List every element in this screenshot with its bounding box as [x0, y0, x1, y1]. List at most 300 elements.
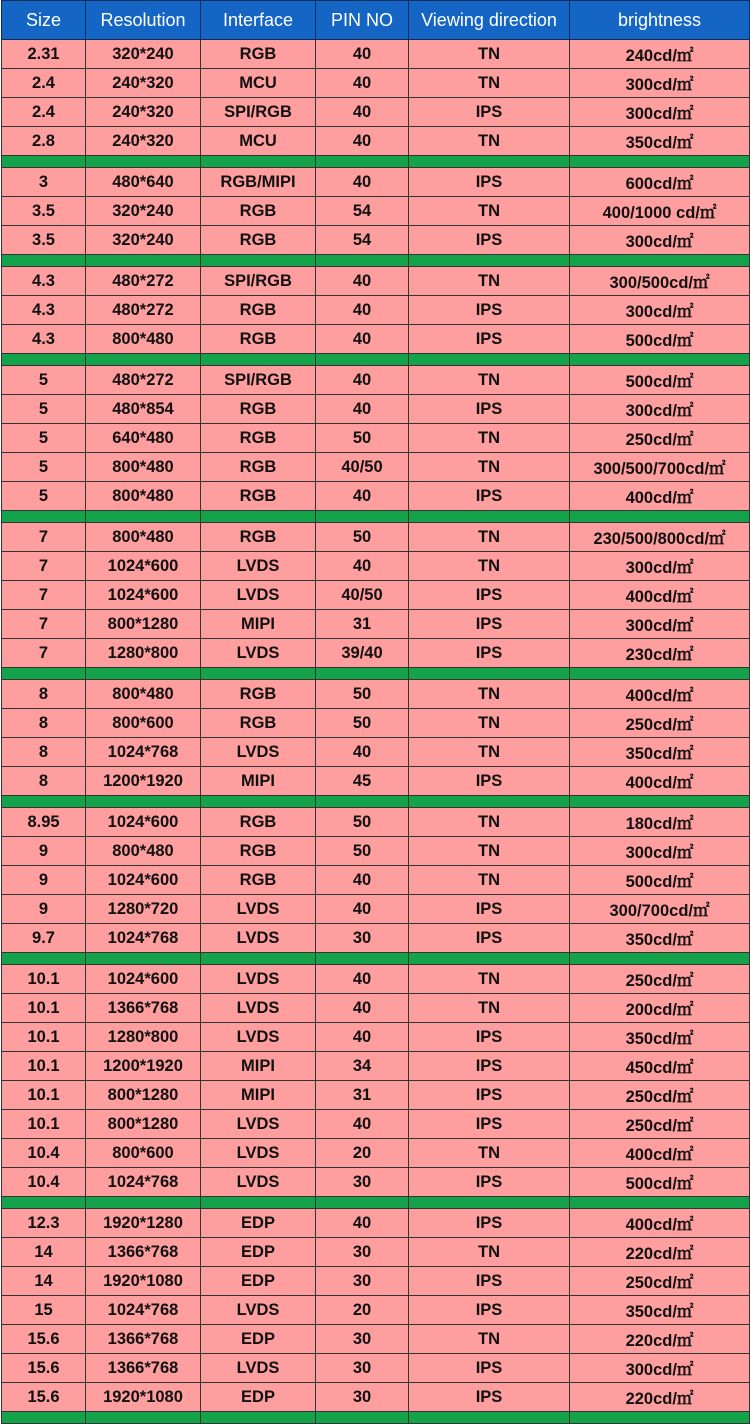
cell-resolution: 1024*600 [86, 581, 201, 610]
cell-brightness: 300cd/㎡ [570, 98, 750, 127]
separator-cell [2, 511, 86, 523]
separator-cell [316, 255, 409, 267]
cell-pin-no: 40 [316, 325, 409, 354]
table-body [2, 40, 750, 1424]
header-pin-no: PIN NO [316, 1, 409, 40]
cell-interface: RGB [201, 808, 316, 837]
table-row [2, 197, 750, 226]
cell-resolution: 1024*768 [86, 738, 201, 767]
table-row [2, 1238, 750, 1267]
cell-size: 8 [2, 680, 86, 709]
separator-cell [316, 511, 409, 523]
cell-size: 8 [2, 767, 86, 796]
cell-viewing-direction: IPS [409, 296, 570, 325]
cell-resolution: 1024*600 [86, 866, 201, 895]
cell-pin-no: 40 [316, 267, 409, 296]
cell-resolution: 1366*768 [86, 1238, 201, 1267]
cell-viewing-direction: IPS [409, 1023, 570, 1052]
table-row [2, 127, 750, 156]
cell-size: 3 [2, 168, 86, 197]
cell-resolution: 320*240 [86, 226, 201, 255]
cell-pin-no: 30 [316, 1238, 409, 1267]
cell-pin-no: 40 [316, 1023, 409, 1052]
cell-resolution: 240*320 [86, 98, 201, 127]
cell-brightness: 300cd/㎡ [570, 395, 750, 424]
separator-cell [86, 796, 201, 808]
cell-interface: RGB [201, 866, 316, 895]
cell-resolution: 800*480 [86, 680, 201, 709]
table-row [2, 639, 750, 668]
cell-viewing-direction: TN [409, 366, 570, 395]
cell-brightness: 250cd/㎡ [570, 965, 750, 994]
cell-viewing-direction: IPS [409, 1110, 570, 1139]
cell-interface: LVDS [201, 639, 316, 668]
cell-interface: SPI/RGB [201, 267, 316, 296]
cell-brightness: 400/1000 cd/㎡ [570, 197, 750, 226]
cell-viewing-direction: IPS [409, 1209, 570, 1238]
separator-cell [86, 1197, 201, 1209]
cell-pin-no: 34 [316, 1052, 409, 1081]
separator-cell [201, 255, 316, 267]
separator-cell [86, 156, 201, 168]
cell-resolution: 1920*1080 [86, 1383, 201, 1412]
separator-cell [570, 156, 750, 168]
cell-interface: MIPI [201, 767, 316, 796]
cell-pin-no: 40/50 [316, 581, 409, 610]
separator-cell [409, 1197, 570, 1209]
group-separator [2, 953, 750, 965]
separator-cell [201, 796, 316, 808]
separator-cell [2, 1197, 86, 1209]
cell-interface: LVDS [201, 895, 316, 924]
separator-cell [409, 668, 570, 680]
separator-cell [409, 156, 570, 168]
cell-brightness: 400cd/㎡ [570, 1209, 750, 1238]
cell-resolution: 240*320 [86, 127, 201, 156]
cell-brightness: 220cd/㎡ [570, 1325, 750, 1354]
separator-cell [409, 796, 570, 808]
cell-brightness: 200cd/㎡ [570, 994, 750, 1023]
separator-cell [86, 255, 201, 267]
cell-brightness: 400cd/㎡ [570, 680, 750, 709]
cell-pin-no: 30 [316, 1383, 409, 1412]
separator-cell [2, 953, 86, 965]
cell-pin-no: 40 [316, 1209, 409, 1238]
table-row [2, 1139, 750, 1168]
separator-cell [570, 255, 750, 267]
cell-interface: RGB [201, 709, 316, 738]
cell-resolution: 800*600 [86, 1139, 201, 1168]
cell-resolution: 1366*768 [86, 994, 201, 1023]
separator-cell [570, 354, 750, 366]
header-resolution: Resolution [86, 1, 201, 40]
cell-viewing-direction: TN [409, 197, 570, 226]
separator-cell [570, 1197, 750, 1209]
cell-resolution: 800*480 [86, 482, 201, 511]
cell-brightness: 250cd/㎡ [570, 1081, 750, 1110]
cell-resolution: 480*272 [86, 267, 201, 296]
separator-cell [201, 156, 316, 168]
cell-interface: LVDS [201, 1110, 316, 1139]
cell-interface: EDP [201, 1238, 316, 1267]
separator-cell [316, 796, 409, 808]
cell-resolution: 800*600 [86, 709, 201, 738]
cell-viewing-direction: IPS [409, 325, 570, 354]
separator-cell [316, 156, 409, 168]
cell-viewing-direction: IPS [409, 1081, 570, 1110]
cell-pin-no: 31 [316, 610, 409, 639]
separator-cell [316, 354, 409, 366]
cell-interface: LVDS [201, 1354, 316, 1383]
cell-viewing-direction: TN [409, 523, 570, 552]
cell-brightness: 400cd/㎡ [570, 581, 750, 610]
cell-viewing-direction: TN [409, 1325, 570, 1354]
separator-cell [201, 668, 316, 680]
cell-viewing-direction: TN [409, 453, 570, 482]
cell-interface: RGB [201, 197, 316, 226]
cell-size: 14 [2, 1267, 86, 1296]
cell-brightness: 220cd/㎡ [570, 1238, 750, 1267]
cell-pin-no: 40 [316, 395, 409, 424]
separator-cell [201, 1197, 316, 1209]
cell-interface: LVDS [201, 1168, 316, 1197]
cell-interface: MCU [201, 127, 316, 156]
cell-brightness: 500cd/㎡ [570, 1168, 750, 1197]
cell-pin-no: 40 [316, 1110, 409, 1139]
table-row [2, 226, 750, 255]
cell-pin-no: 50 [316, 680, 409, 709]
cell-brightness: 350cd/㎡ [570, 127, 750, 156]
separator-cell [409, 511, 570, 523]
cell-brightness: 250cd/㎡ [570, 424, 750, 453]
table-row [2, 837, 750, 866]
cell-interface: LVDS [201, 581, 316, 610]
cell-size: 15 [2, 1296, 86, 1325]
cell-pin-no: 50 [316, 837, 409, 866]
cell-brightness: 350cd/㎡ [570, 924, 750, 953]
cell-pin-no: 30 [316, 924, 409, 953]
cell-interface: RGB [201, 226, 316, 255]
separator-cell [2, 796, 86, 808]
cell-brightness: 500cd/㎡ [570, 366, 750, 395]
cell-viewing-direction: IPS [409, 226, 570, 255]
cell-resolution: 640*480 [86, 424, 201, 453]
cell-viewing-direction: IPS [409, 482, 570, 511]
cell-size: 8 [2, 709, 86, 738]
cell-pin-no: 50 [316, 424, 409, 453]
cell-size: 10.1 [2, 1081, 86, 1110]
cell-resolution: 480*640 [86, 168, 201, 197]
separator-cell [570, 953, 750, 965]
separator-cell [86, 354, 201, 366]
table-row [2, 610, 750, 639]
cell-pin-no: 40 [316, 296, 409, 325]
cell-interface: RGB [201, 395, 316, 424]
cell-size: 15.6 [2, 1383, 86, 1412]
group-separator [2, 796, 750, 808]
table-row [2, 965, 750, 994]
cell-viewing-direction: IPS [409, 1052, 570, 1081]
cell-size: 14 [2, 1238, 86, 1267]
table-row [2, 523, 750, 552]
cell-size: 7 [2, 552, 86, 581]
separator-cell [316, 953, 409, 965]
cell-resolution: 240*320 [86, 69, 201, 98]
header-size: Size [2, 1, 86, 40]
cell-pin-no: 30 [316, 1325, 409, 1354]
cell-brightness: 500cd/㎡ [570, 866, 750, 895]
separator-cell [201, 511, 316, 523]
separator-cell [2, 354, 86, 366]
table-row [2, 767, 750, 796]
cell-pin-no: 45 [316, 767, 409, 796]
table-row [2, 1383, 750, 1412]
separator-cell [201, 953, 316, 965]
cell-brightness: 220cd/㎡ [570, 1383, 750, 1412]
cell-pin-no: 30 [316, 1168, 409, 1197]
cell-size: 9 [2, 895, 86, 924]
cell-interface: LVDS [201, 552, 316, 581]
separator-cell [2, 668, 86, 680]
cell-resolution: 1920*1280 [86, 1209, 201, 1238]
separator-cell [86, 668, 201, 680]
cell-resolution: 1920*1080 [86, 1267, 201, 1296]
cell-brightness: 300cd/㎡ [570, 610, 750, 639]
cell-size: 5 [2, 366, 86, 395]
cell-size: 2.8 [2, 127, 86, 156]
cell-size: 4.3 [2, 325, 86, 354]
separator-cell [570, 668, 750, 680]
table-row [2, 366, 750, 395]
table-row [2, 680, 750, 709]
cell-interface: MIPI [201, 1052, 316, 1081]
cell-viewing-direction: IPS [409, 1354, 570, 1383]
cell-size: 8.95 [2, 808, 86, 837]
cell-resolution: 1200*1920 [86, 767, 201, 796]
cell-size: 5 [2, 453, 86, 482]
cell-size: 5 [2, 424, 86, 453]
cell-pin-no: 54 [316, 226, 409, 255]
cell-viewing-direction: IPS [409, 767, 570, 796]
cell-size: 5 [2, 395, 86, 424]
cell-size: 2.4 [2, 69, 86, 98]
cell-interface: SPI/RGB [201, 366, 316, 395]
group-separator [2, 668, 750, 680]
table-row [2, 1354, 750, 1383]
cell-interface: SPI/RGB [201, 98, 316, 127]
cell-viewing-direction: IPS [409, 168, 570, 197]
cell-pin-no: 30 [316, 1267, 409, 1296]
cell-pin-no: 20 [316, 1296, 409, 1325]
lcd-spec-table [1, 0, 750, 1424]
cell-size: 3.5 [2, 226, 86, 255]
cell-viewing-direction: TN [409, 965, 570, 994]
cell-interface: RGB [201, 523, 316, 552]
table-row [2, 395, 750, 424]
cell-resolution: 800*1280 [86, 1081, 201, 1110]
cell-resolution: 1280*720 [86, 895, 201, 924]
cell-brightness: 250cd/㎡ [570, 1267, 750, 1296]
cell-brightness: 300/700cd/㎡ [570, 895, 750, 924]
cell-resolution: 1024*600 [86, 808, 201, 837]
cell-viewing-direction: IPS [409, 1383, 570, 1412]
cell-size: 10.4 [2, 1139, 86, 1168]
cell-brightness: 250cd/㎡ [570, 1110, 750, 1139]
cell-viewing-direction: TN [409, 994, 570, 1023]
cell-interface: MCU [201, 69, 316, 98]
cell-size: 9.7 [2, 924, 86, 953]
cell-pin-no: 40 [316, 482, 409, 511]
cell-brightness: 300cd/㎡ [570, 837, 750, 866]
cell-size: 2.4 [2, 98, 86, 127]
cell-size: 10.1 [2, 994, 86, 1023]
cell-size: 10.1 [2, 1110, 86, 1139]
table-row [2, 994, 750, 1023]
group-separator [2, 255, 750, 267]
separator-cell [201, 354, 316, 366]
cell-size: 7 [2, 523, 86, 552]
cell-viewing-direction: TN [409, 837, 570, 866]
cell-viewing-direction: TN [409, 808, 570, 837]
cell-viewing-direction: TN [409, 1139, 570, 1168]
cell-interface: LVDS [201, 924, 316, 953]
cell-size: 7 [2, 581, 86, 610]
table-row [2, 895, 750, 924]
cell-size: 7 [2, 639, 86, 668]
cell-interface: RGB [201, 40, 316, 69]
table-row [2, 482, 750, 511]
table-row [2, 98, 750, 127]
cell-resolution: 800*480 [86, 453, 201, 482]
header-viewing-direction: Viewing direction [409, 1, 570, 40]
cell-resolution: 1024*768 [86, 1168, 201, 1197]
table-row [2, 296, 750, 325]
cell-resolution: 800*480 [86, 325, 201, 354]
cell-viewing-direction: TN [409, 267, 570, 296]
table-header [2, 1, 750, 40]
table-row [2, 1052, 750, 1081]
cell-interface: RGB [201, 482, 316, 511]
cell-brightness: 300/500/700cd/㎡ [570, 453, 750, 482]
cell-pin-no: 40 [316, 40, 409, 69]
cell-size: 10.1 [2, 1023, 86, 1052]
cell-interface: RGB/MIPI [201, 168, 316, 197]
cell-interface: RGB [201, 680, 316, 709]
separator-cell [316, 668, 409, 680]
cell-resolution: 1024*768 [86, 1296, 201, 1325]
cell-interface: LVDS [201, 994, 316, 1023]
cell-resolution: 1366*768 [86, 1354, 201, 1383]
cell-size: 3.5 [2, 197, 86, 226]
separator-cell [86, 953, 201, 965]
cell-viewing-direction: TN [409, 1238, 570, 1267]
cell-viewing-direction: TN [409, 680, 570, 709]
separator-cell [570, 511, 750, 523]
table-row [2, 866, 750, 895]
cell-resolution: 320*240 [86, 197, 201, 226]
cell-resolution: 800*480 [86, 837, 201, 866]
table-row [2, 552, 750, 581]
cell-resolution: 1280*800 [86, 639, 201, 668]
cell-viewing-direction: IPS [409, 895, 570, 924]
cell-size: 10.4 [2, 1168, 86, 1197]
table-row [2, 709, 750, 738]
table-row [2, 1267, 750, 1296]
cell-pin-no: 50 [316, 709, 409, 738]
cell-brightness: 250cd/㎡ [570, 709, 750, 738]
cell-brightness: 300cd/㎡ [570, 1354, 750, 1383]
table-row [2, 1296, 750, 1325]
cell-resolution: 480*854 [86, 395, 201, 424]
cell-size: 15.6 [2, 1354, 86, 1383]
cell-resolution: 320*240 [86, 40, 201, 69]
separator-cell [2, 156, 86, 168]
cell-interface: MIPI [201, 610, 316, 639]
separator-cell [409, 354, 570, 366]
cell-viewing-direction: IPS [409, 395, 570, 424]
cell-pin-no: 40 [316, 738, 409, 767]
table-row [2, 267, 750, 296]
cell-viewing-direction: IPS [409, 610, 570, 639]
table-row [2, 581, 750, 610]
cell-interface: RGB [201, 325, 316, 354]
cell-interface: LVDS [201, 965, 316, 994]
table-row [2, 1081, 750, 1110]
cell-brightness: 350cd/㎡ [570, 1023, 750, 1052]
group-separator [2, 354, 750, 366]
cell-interface: RGB [201, 296, 316, 325]
cell-interface: MIPI [201, 1081, 316, 1110]
separator-cell [316, 1197, 409, 1209]
separator-cell [409, 953, 570, 965]
cell-viewing-direction: TN [409, 866, 570, 895]
cell-pin-no: 40 [316, 98, 409, 127]
cell-size: 9 [2, 837, 86, 866]
cell-pin-no: 40 [316, 127, 409, 156]
cell-resolution: 480*272 [86, 296, 201, 325]
table-row [2, 325, 750, 354]
cell-resolution: 800*1280 [86, 1110, 201, 1139]
cell-pin-no: 50 [316, 523, 409, 552]
cell-viewing-direction: IPS [409, 924, 570, 953]
group-separator [2, 511, 750, 523]
table-row [2, 424, 750, 453]
cell-size: 2.31 [2, 40, 86, 69]
cell-viewing-direction: TN [409, 40, 570, 69]
separator-cell [2, 255, 86, 267]
cell-viewing-direction: IPS [409, 581, 570, 610]
cell-pin-no: 30 [316, 1354, 409, 1383]
cell-pin-no: 40 [316, 69, 409, 98]
cell-interface: RGB [201, 424, 316, 453]
separator-cell [570, 796, 750, 808]
table-row [2, 40, 750, 69]
cell-viewing-direction: TN [409, 127, 570, 156]
cell-resolution: 1200*1920 [86, 1052, 201, 1081]
cell-size: 10.1 [2, 1052, 86, 1081]
cell-pin-no: 20 [316, 1139, 409, 1168]
cell-resolution: 480*272 [86, 366, 201, 395]
cell-pin-no: 40 [316, 366, 409, 395]
cell-size: 9 [2, 866, 86, 895]
header-row [2, 1, 750, 40]
table-row [2, 1023, 750, 1052]
cell-pin-no: 40 [316, 866, 409, 895]
cell-pin-no: 31 [316, 1081, 409, 1110]
cell-interface: LVDS [201, 738, 316, 767]
cell-pin-no: 40 [316, 994, 409, 1023]
cell-interface: EDP [201, 1325, 316, 1354]
